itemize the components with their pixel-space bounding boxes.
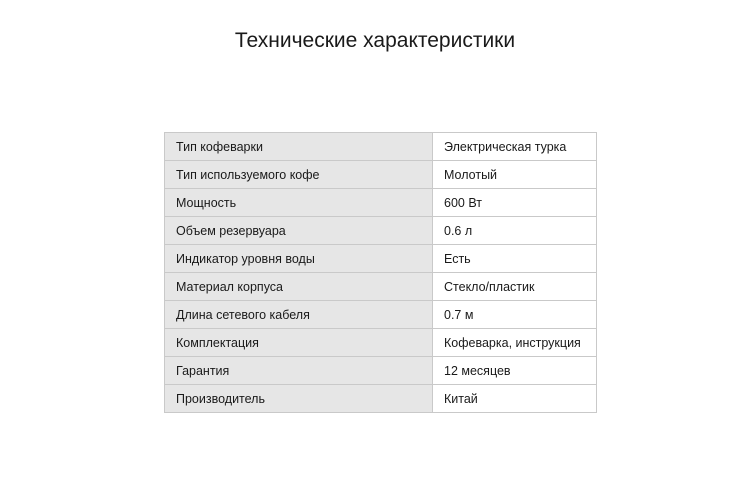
table-row (165, 217, 597, 245)
table-row (165, 133, 597, 161)
spec-name: Тип кофеварки (165, 133, 433, 161)
table-row (165, 301, 597, 329)
table-row (165, 273, 597, 301)
specifications-table (164, 132, 597, 413)
table-row (165, 161, 597, 189)
page-title: Технические характеристики (234, 29, 516, 52)
spec-value: Китай (433, 385, 597, 413)
spec-name: Материал корпуса (165, 273, 433, 301)
spec-value: 600 Вт (433, 189, 597, 217)
spec-value: Стекло/пластик (433, 273, 597, 301)
spec-name: Тип используемого кофе (165, 161, 433, 189)
spec-value: 0.6 л (433, 217, 597, 245)
spec-name: Гарантия (165, 357, 433, 385)
spec-value: Электрическая турка (433, 133, 597, 161)
spec-name: Комплектация (165, 329, 433, 357)
spec-name: Объем резервуара (165, 217, 433, 245)
spec-name: Производитель (165, 385, 433, 413)
spec-value: 0.7 м (433, 301, 597, 329)
spec-name: Мощность (165, 189, 433, 217)
spec-value: Кофеварка, инструкция (433, 329, 597, 357)
table-row (165, 385, 597, 413)
table-row (165, 245, 597, 273)
table-row (165, 189, 597, 217)
table-row (165, 329, 597, 357)
spec-value: Молотый (433, 161, 597, 189)
table-row (165, 357, 597, 385)
spec-value: 12 месяцев (433, 357, 597, 385)
spec-name: Длина сетевого кабеля (165, 301, 433, 329)
spec-name: Индикатор уровня воды (165, 245, 433, 273)
spec-value: Есть (433, 245, 597, 273)
